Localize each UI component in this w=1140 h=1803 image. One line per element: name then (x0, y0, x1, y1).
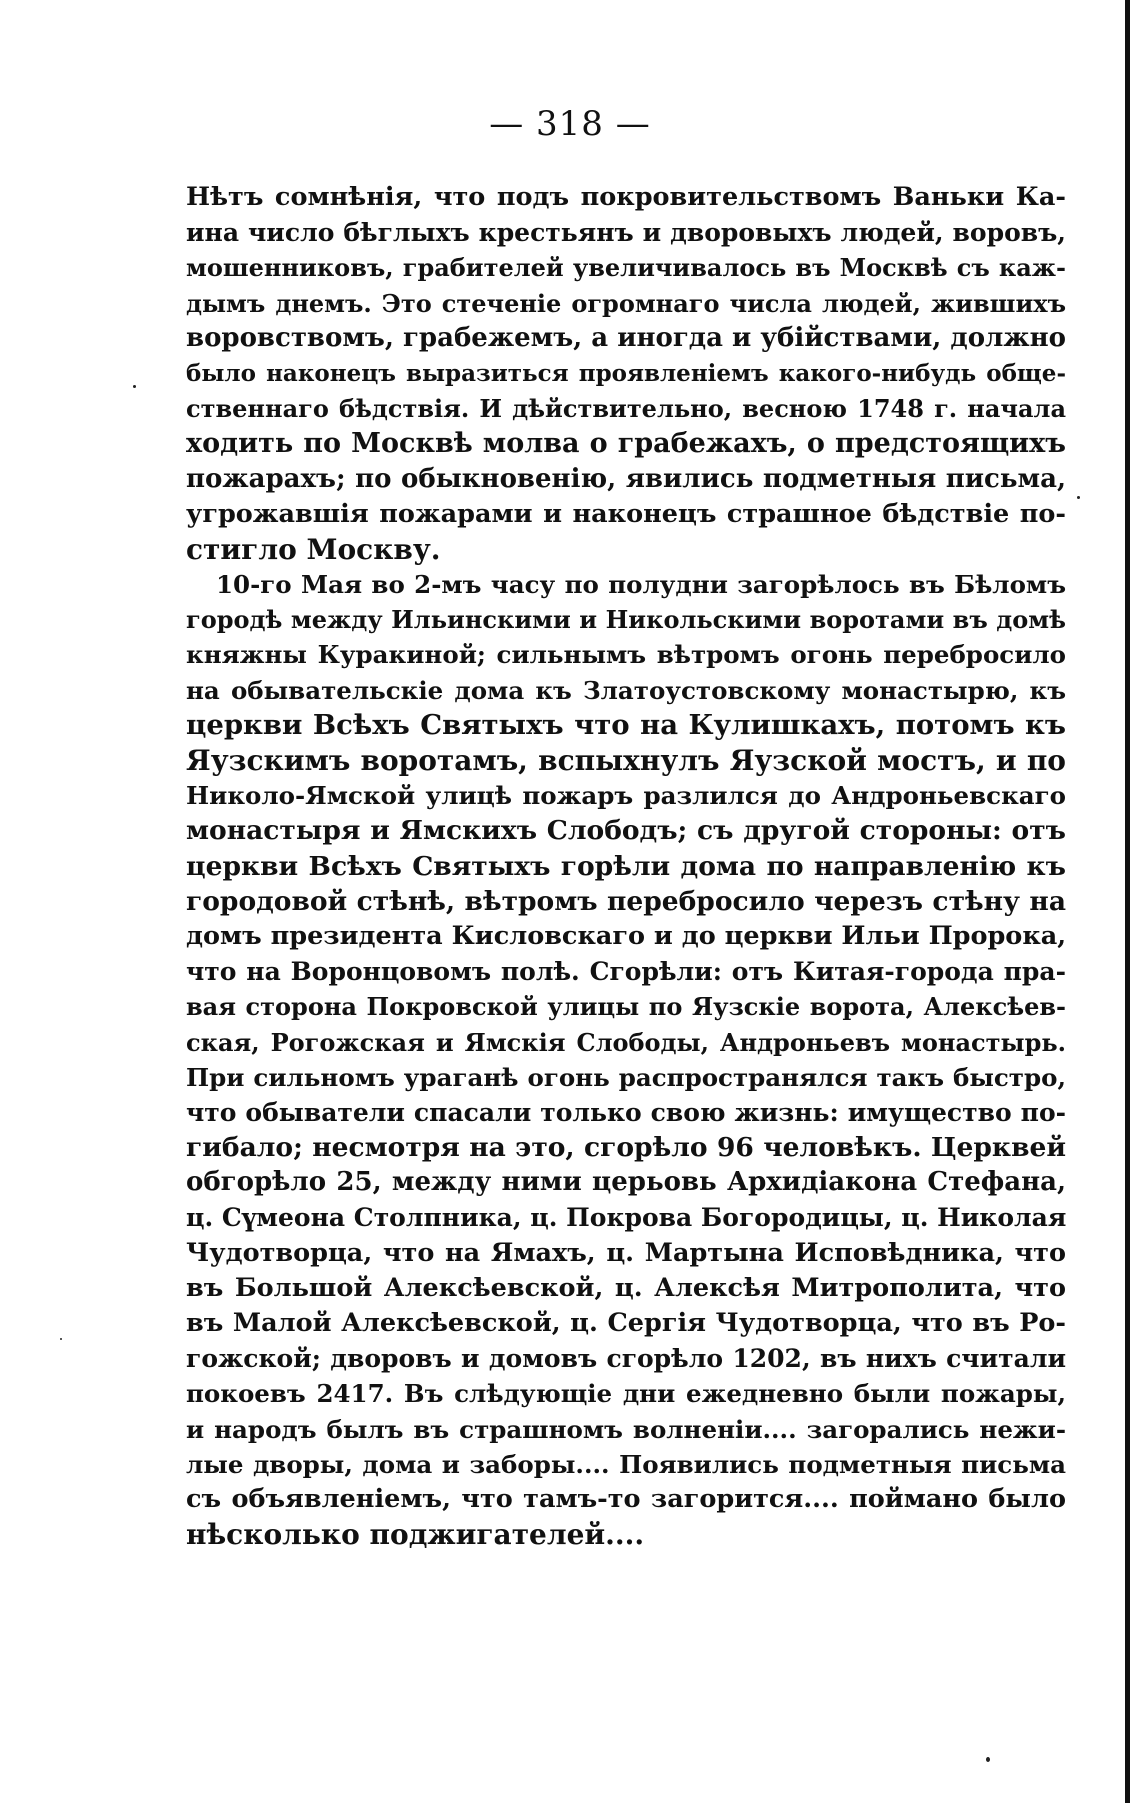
text-line: церкви Всѣхъ Святыхъ что на Кулишкахъ, потомъ къ (186, 708, 1066, 741)
text-line: въ Большой Алексѣевской, ц. Алексѣя Митрополита, что (186, 1272, 1066, 1303)
text-line: монастыря и Ямскихъ Слободъ; съ другой стороны: отъ (186, 815, 1066, 847)
text-line: гожской; дворовъ и домовъ сгорѣло 1202, въ нихъ считали (186, 1344, 1066, 1374)
text-line: пожарахъ; по обыкновенію, явились подметныя письма, (186, 463, 1066, 494)
text-line: вая сторона Покровской улицы по Яузскіе ворота, Алексѣев- (186, 992, 1066, 1022)
text-line: ина число бѣглыхъ крестьянъ и дворовыхъ людей, воровъ, (186, 218, 1066, 248)
text-line: покоевъ 2417. Въ слѣдующіе дни ежедневно были пожары, (186, 1379, 1066, 1409)
text-line: воровствомъ, грабежемъ, а иногда и убійствами, должно (186, 322, 1066, 353)
text-line: 10-го Мая во 2-мъ часу по полудни загорѣлось въ Бѣломъ (216, 570, 1066, 600)
paragraph-1 (186, 180, 1066, 567)
text-line: и народъ былъ въ страшномъ волненіи.... загорались нежи- (186, 1414, 1066, 1444)
print-speck (986, 1757, 990, 1762)
page-edge-shadow (1125, 0, 1130, 1803)
text-line: съ объявленіемъ, что тамъ-то загорится.... поймано было (186, 1483, 1066, 1514)
body-text (186, 180, 1066, 1552)
text-line: При сильномъ ураганѣ огонь распространялся такъ быстро, (186, 1062, 1066, 1092)
text-line: домъ президента Кисловскаго и до церкви Ильи Пророка, (186, 920, 1067, 951)
text-line: Нѣтъ сомнѣнія, что подъ покровительствомъ Ваньки Ка- (186, 182, 1066, 212)
text-line: было наконецъ выразиться проявленіемъ какого-нибудь обще- (186, 359, 1066, 387)
text-line: обгорѣло 25, между ними церьовь Архидіакона Стефана, (186, 1167, 1066, 1198)
text-line: ц. Сүмеона Столпника, ц. Покрова Богородицы, ц. Николая (186, 1203, 1067, 1233)
text-line: ходить по Москвѣ молва о грабежахъ, о предстоящихъ (186, 428, 1066, 460)
text-line: городѣ между Ильинскими и Никольскими воротами въ домѣ (186, 605, 1066, 635)
text-line: нѣсколько поджигателей.... (186, 1518, 645, 1552)
text-line: на обывательскіе дома къ Златоустовскому монастырю, къ (186, 675, 1066, 705)
page-number: — 318 — (489, 104, 651, 144)
text-line: Яузскимъ воротамъ, вспыхнулъ Яузской мостъ, и по (186, 744, 1066, 777)
text-line: церкви Всѣхъ Святыхъ горѣли дома по направленію къ (186, 850, 1066, 882)
text-line: Николо-Ямской улицѣ пожаръ разлился до Андроньевскаго (186, 781, 1066, 811)
text-line: мошенниковъ, грабителей увеличивалось въ Москвѣ съ каж- (186, 253, 1066, 283)
text-line: городовой стѣнѣ, вѣтромъ перебросило черезъ стѣну на (186, 885, 1066, 917)
print-speck (133, 385, 136, 388)
text-line: что на Воронцовомъ полѣ. Сгорѣли: отъ Китая-города пра- (186, 957, 1066, 987)
text-line: ская, Рогожская и Ямскія Слободы, Андроньевъ монастырь. (186, 1027, 1066, 1057)
text-line: въ Малой Алексѣевской, ц. Сергія Чудотворца, что въ Ро- (186, 1308, 1066, 1338)
text-line: лые дворы, дома и заборы.... Появились подметныя письма (186, 1449, 1066, 1479)
text-line: ственнаго бѣдствія. И дѣйствительно, весною 1748 г. начала (186, 394, 1066, 424)
text-line: угрожавшія пожарами и наконецъ страшное бѣдствіе по- (186, 498, 1066, 529)
text-line: княжны Куракиной; сильнымъ вѣтромъ огонь перебросило (186, 640, 1066, 670)
print-speck (1077, 496, 1080, 499)
paragraph-2 (186, 567, 1066, 1552)
text-line: дымъ днемъ. Это стеченіе огромнаго числа людей, жившихъ (186, 288, 1066, 318)
text-line: Чудотворца, что на Ямахъ, ц. Мартына Исповѣдника, что (186, 1237, 1066, 1268)
text-line: что обыватели спасали только свою жизнь: имущество по- (186, 1097, 1066, 1127)
text-line: гибало; несмотря на это, сгорѣло 96 человѣкъ. Церквей (186, 1132, 1066, 1164)
print-speck (60, 1338, 62, 1340)
text-line: стигло Москву. (186, 532, 441, 566)
